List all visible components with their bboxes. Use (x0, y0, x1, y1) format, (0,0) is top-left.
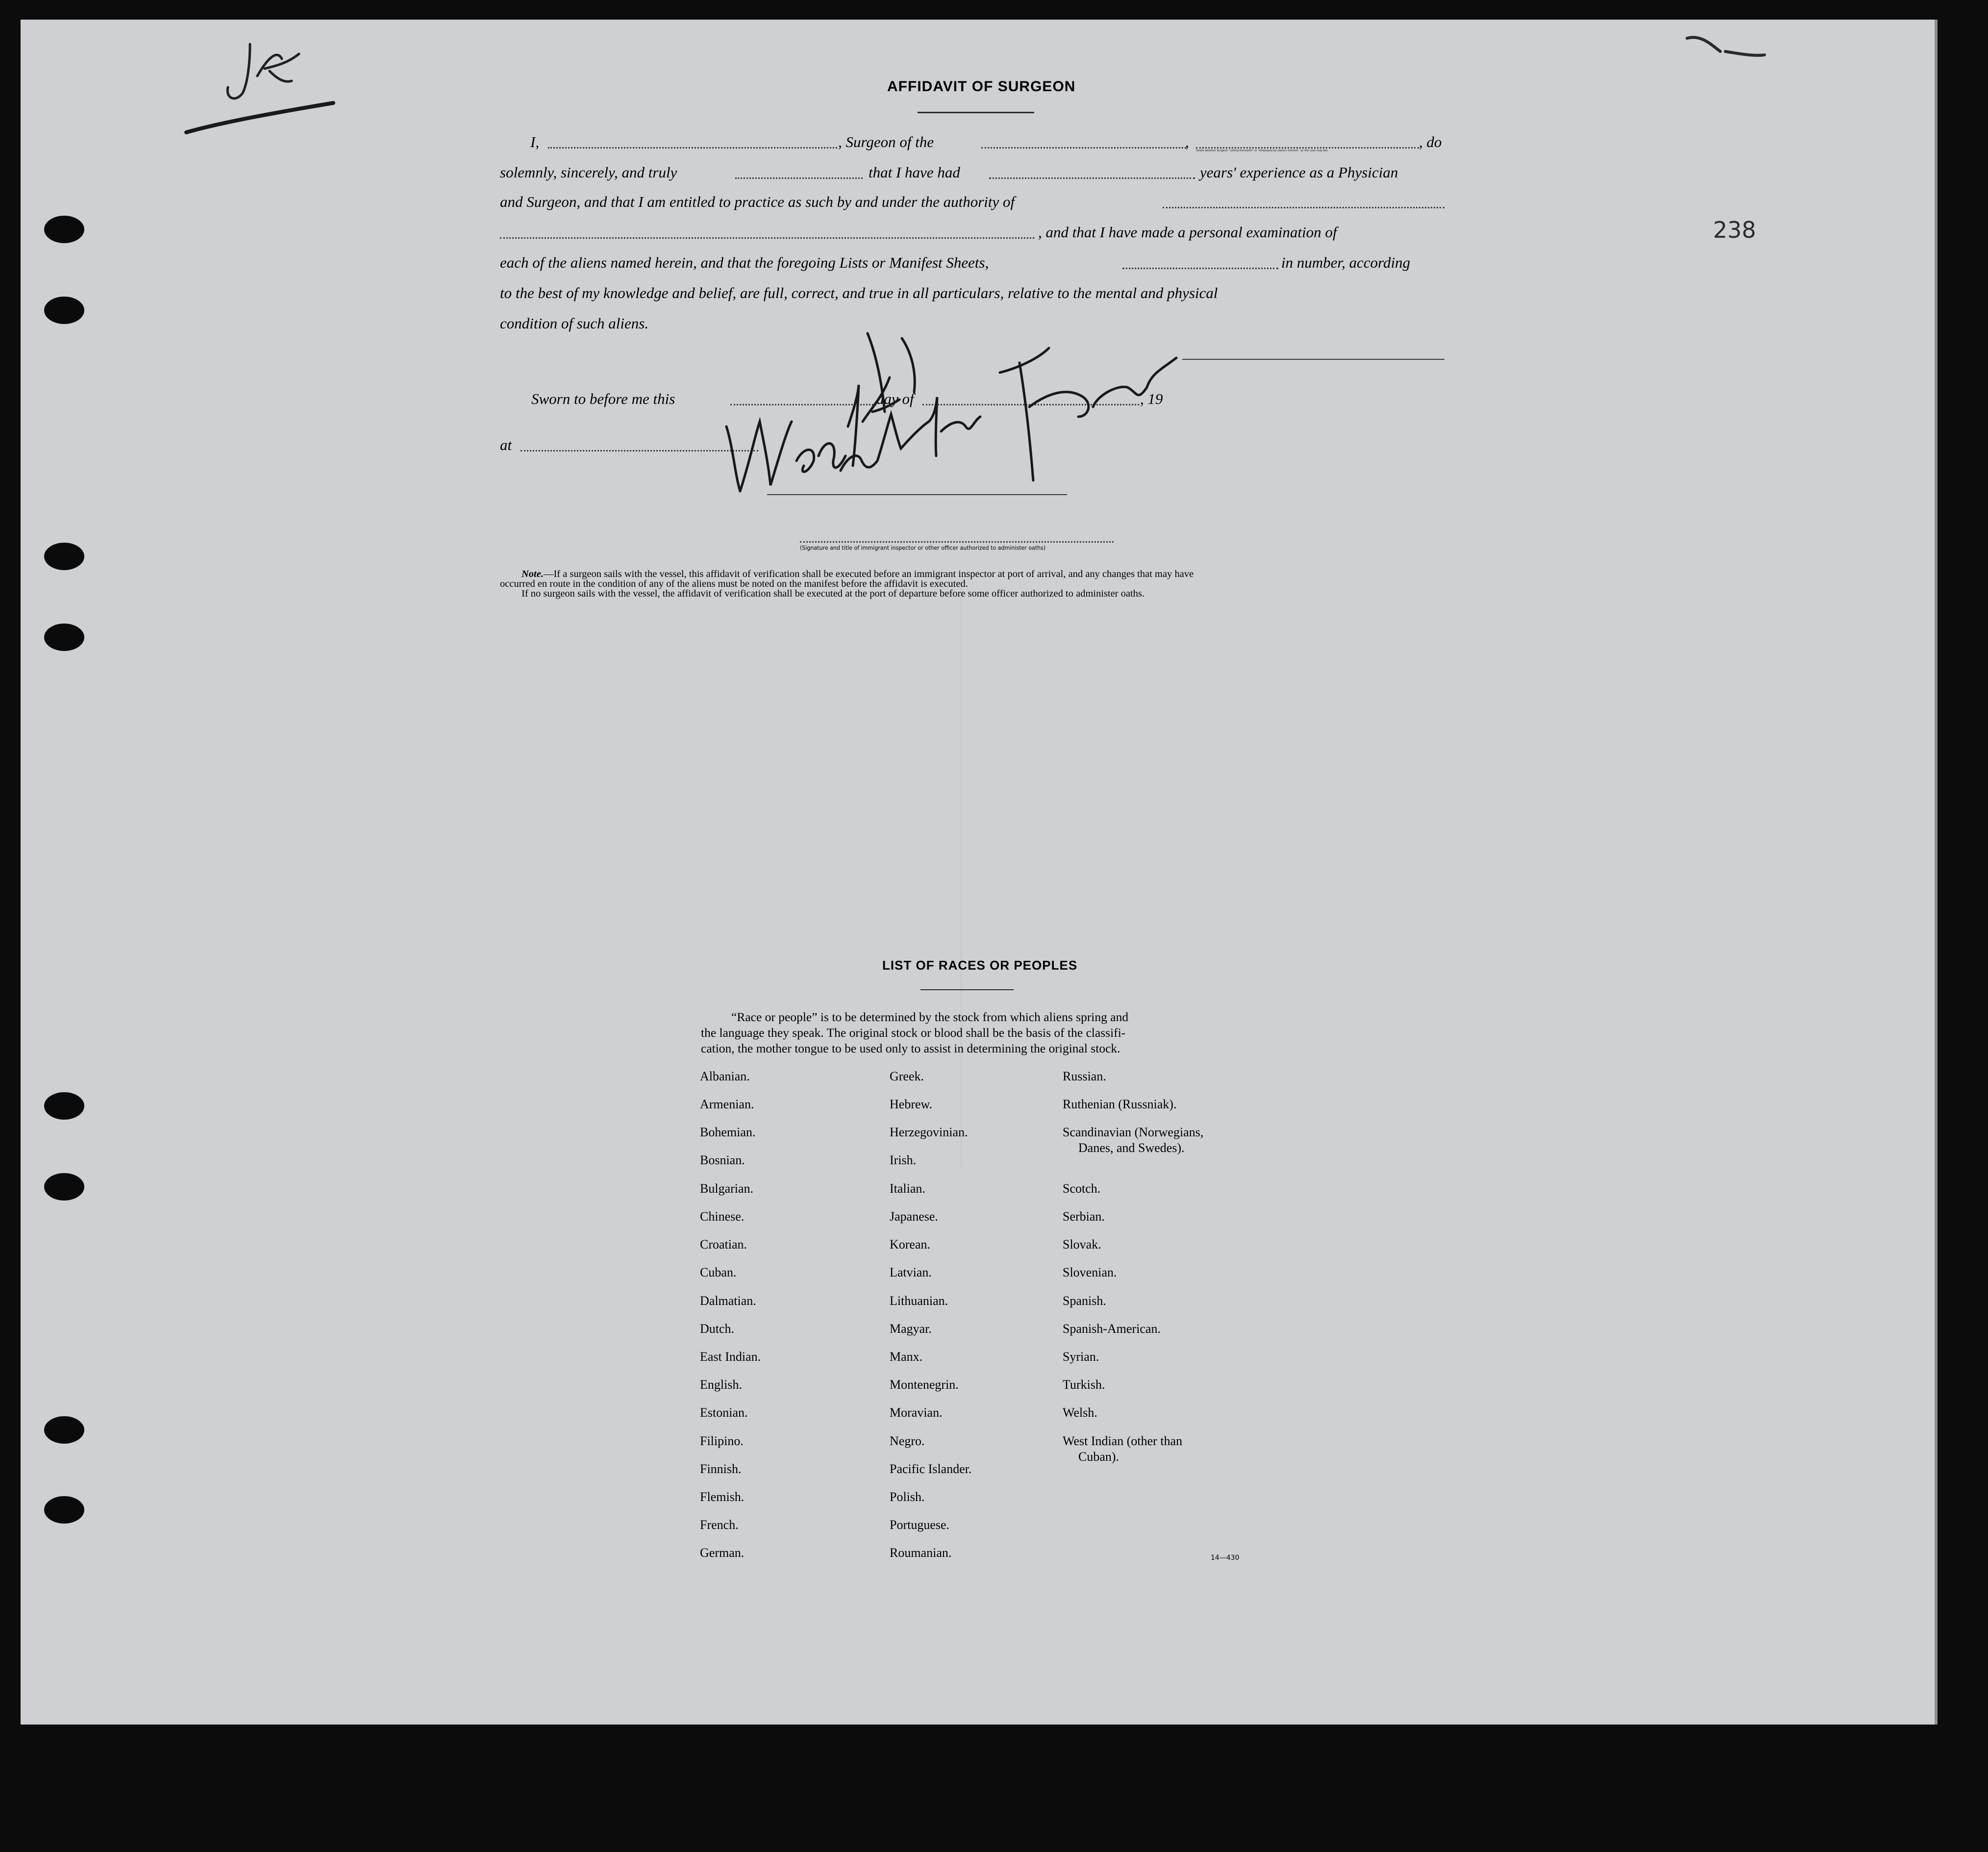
oath-field[interactable] (735, 177, 863, 179)
punch-hole (44, 543, 84, 570)
sworn-text-c: , 19 (1140, 390, 1163, 407)
race-item: Slovak. (1063, 1237, 1101, 1251)
punch-hole (44, 1496, 84, 1524)
race-item: Serbian. (1063, 1209, 1105, 1224)
race-item: Negro. (890, 1434, 925, 1448)
surgeon-status-field[interactable] (1196, 147, 1419, 149)
title-underline (918, 112, 1034, 113)
race-item: Irish. (890, 1153, 917, 1167)
affidavit-line5-a: each of the aliens named herein, and that the foregoing Lists or Manifest Sheets, (500, 254, 989, 271)
officer-signature-caption: (Signature and title of immigrant inspector or other officer authorized to administer oaths) (800, 545, 1046, 551)
affidavit-title: AFFIDAVIT OF SURGEON (887, 78, 1076, 95)
race-item: Welsh. (1063, 1405, 1097, 1420)
race-item: East Indian. (700, 1350, 761, 1364)
race-item: Italian. (890, 1181, 925, 1196)
race-item: Hebrew. (890, 1097, 933, 1111)
affidavit-line2-b: that I have had (869, 164, 960, 181)
race-item: French. (700, 1518, 739, 1532)
race-item: Dutch. (700, 1322, 735, 1336)
race-item: Bulgarian. (700, 1181, 754, 1196)
punch-hole (44, 1416, 84, 1444)
sworn-text-a: Sworn to before me this (531, 390, 675, 407)
note-line2: occurred en route in the condition of any of the aliens must be noted on the manifest before the affidavit is executed. (500, 578, 968, 589)
surgeon-name-field[interactable] (548, 147, 837, 149)
affidavit-line1-d: , do (1419, 133, 1442, 150)
punch-hole (44, 624, 84, 651)
race-item: Pacific Islander. (890, 1462, 972, 1476)
affidavit-line6: to the best of my knowledge and belief, are full, correct, and true in all particulars, relative to the mental and physical (500, 284, 1218, 301)
races-intro-line2: the language they speak. The original stock or blood shall be the basis of the classifi- (701, 1026, 1126, 1040)
race-item: Polish. (890, 1490, 925, 1504)
race-item: Latvian. (890, 1265, 932, 1279)
race-item: Roumanian. (890, 1546, 952, 1560)
race-item: Russian. (1063, 1069, 1106, 1083)
race-item: Moravian. (890, 1405, 943, 1420)
races-intro-line3: cation, the mother tongue to be used only to assist in determining the original stock. (701, 1041, 1120, 1055)
affidavit-line7: condition of such aliens. (500, 315, 649, 332)
punch-hole (44, 216, 84, 243)
punch-hole (44, 297, 84, 324)
race-item: Bosnian. (700, 1153, 745, 1167)
race-item: Slovenian. (1063, 1265, 1117, 1279)
affidavit-line2-a: solemnly, sincerely, and truly (500, 164, 677, 181)
sworn-text-b: day of (876, 390, 914, 407)
race-item: Scandinavian (Norwegians, (1063, 1125, 1204, 1139)
corner-mark (1681, 29, 1779, 74)
races-title: LIST OF RACES OR PEOPLES (882, 958, 1078, 973)
vessel-name-field[interactable] (981, 147, 1186, 149)
fold-line (961, 578, 962, 1167)
handwriting-initials (176, 29, 353, 147)
races-intro-line1: “Race or people” is to be determined by the stock from which aliens spring and (731, 1010, 1129, 1024)
race-item: Croatian. (700, 1237, 747, 1251)
punch-hole (44, 1092, 84, 1120)
affidavit-line5-b: in number, according (1281, 254, 1411, 271)
years-experience-field[interactable] (989, 177, 1195, 179)
affidavit-line1-c: , (1185, 133, 1189, 150)
race-item: Syrian. (1063, 1350, 1099, 1364)
race-item: Cuban). (1078, 1450, 1119, 1464)
authority-field[interactable] (1163, 207, 1444, 208)
sworn-at-label: at (500, 436, 512, 453)
document-sheet (21, 20, 1935, 1725)
race-item: Spanish-American. (1063, 1322, 1161, 1336)
race-item: English. (700, 1377, 742, 1392)
sheet-count-field[interactable] (1122, 268, 1278, 269)
sheet-edge (1935, 20, 1938, 1725)
punch-hole (44, 1173, 84, 1201)
handwriting-annotation (706, 299, 1186, 505)
race-item: Danes, and Swedes). (1078, 1141, 1185, 1155)
race-item: Japanese. (890, 1209, 938, 1224)
race-item: Spanish. (1063, 1294, 1106, 1308)
affidavit-line3: and Surgeon, and that I am entitled to practice as such by and under the authority of (500, 193, 1015, 210)
race-item: Flemish. (700, 1490, 745, 1504)
affidavit-line4: , and that I have made a personal examination of (1038, 224, 1337, 241)
surgeon-status-note: (State whether Surgeon "sailing therewith" or "employed by owners thereof," as the case may be) (1196, 149, 1328, 152)
race-item: Lithuanian. (890, 1294, 948, 1308)
race-item: Turkish. (1063, 1377, 1105, 1392)
race-item: Bohemian. (700, 1125, 756, 1139)
races-title-underline (920, 989, 1014, 990)
race-item: Cuban. (700, 1265, 737, 1279)
page-number: 238 (1713, 217, 1756, 243)
race-item: Korean. (890, 1237, 931, 1251)
race-item: Finnish. (700, 1462, 742, 1476)
race-item: Armenian. (700, 1097, 754, 1111)
race-item: Greek. (890, 1069, 924, 1083)
affidavit-line2-c: years' experience as a Physician (1200, 164, 1398, 181)
race-item: Scotch. (1063, 1181, 1101, 1196)
note-lead: Note. (522, 569, 544, 579)
race-item: Filipino. (700, 1434, 744, 1448)
affidavit-line1-a: I, (530, 133, 540, 150)
race-item: Estonian. (700, 1405, 748, 1420)
surgeon-signature-line[interactable] (1182, 359, 1444, 360)
race-item: Chinese. (700, 1209, 745, 1224)
note-text1: —If a surgeon sails with the vessel, this affidavit of verification shall be executed before an immigrant inspector at port of arrival, and any changes that may have (543, 569, 1194, 579)
race-item: German. (700, 1546, 745, 1560)
race-item: Ruthenian (Russniak). (1063, 1097, 1177, 1111)
form-code: 14—430 (1211, 1554, 1240, 1562)
race-item: Portuguese. (890, 1518, 950, 1532)
officer-signature-line[interactable] (800, 541, 1114, 543)
note-line3: If no surgeon sails with the vessel, the affidavit of verification shall be executed at the port of departure before some officer authorized to administer oaths. (522, 588, 1145, 599)
race-item: Manx. (890, 1350, 923, 1364)
authority-field-continued[interactable] (500, 237, 1034, 239)
race-item: West Indian (other than (1063, 1434, 1183, 1448)
race-item: Magyar. (890, 1322, 932, 1336)
race-item: Albanian. (700, 1069, 750, 1083)
race-item: Dalmatian. (700, 1294, 756, 1308)
race-item: Montenegrin. (890, 1377, 959, 1392)
race-item: Herzegovinian. (890, 1125, 968, 1139)
affidavit-line1-b: , Surgeon of the (838, 133, 934, 150)
note-line1 (522, 569, 1193, 579)
